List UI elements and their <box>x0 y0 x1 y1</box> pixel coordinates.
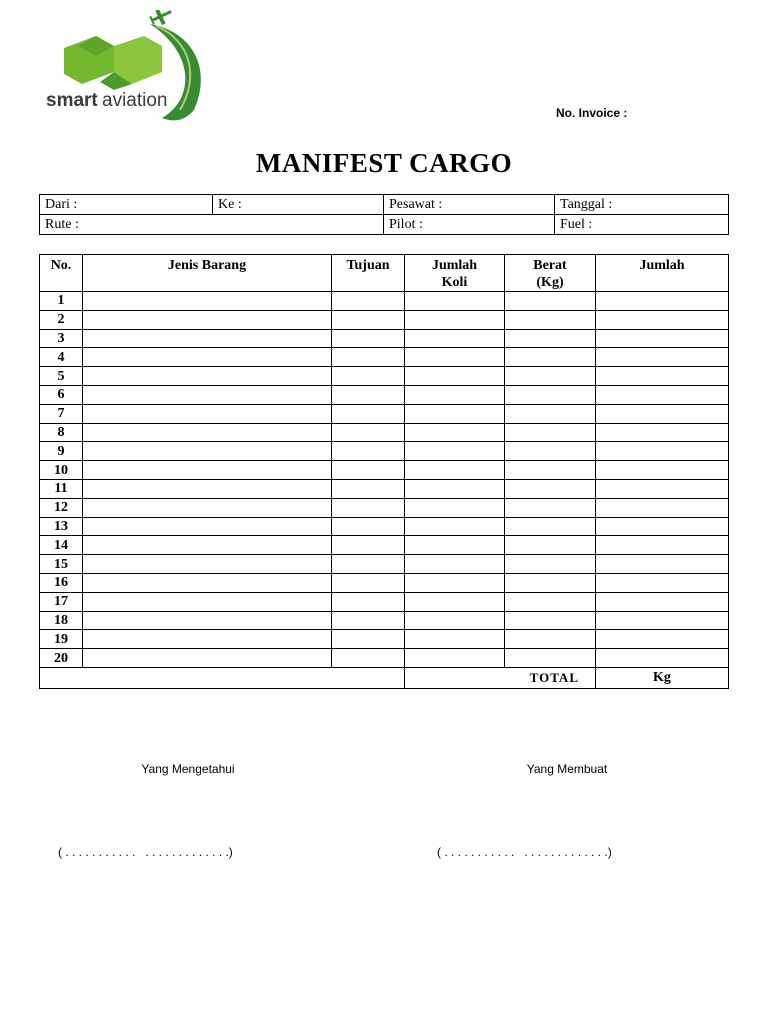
berat-cell[interactable] <box>505 348 596 367</box>
jumlah-cell[interactable] <box>596 404 729 423</box>
jenis-barang-cell[interactable] <box>83 292 332 311</box>
berat-cell[interactable] <box>505 423 596 442</box>
tujuan-cell[interactable] <box>332 611 405 630</box>
row-number: 2 <box>40 310 83 329</box>
jumlah-cell[interactable] <box>596 292 729 311</box>
row-number: 6 <box>40 385 83 404</box>
tujuan-cell[interactable] <box>332 573 405 592</box>
table-row <box>40 461 729 480</box>
header-jumlah-koli-line2: Koli <box>441 275 468 290</box>
row-number: 19 <box>40 630 83 649</box>
pesawat-field[interactable]: Pesawat : <box>384 195 555 215</box>
flight-info-row <box>40 195 729 215</box>
table-row <box>40 630 729 649</box>
jumlah-koli-cell[interactable] <box>405 367 505 386</box>
tujuan-cell[interactable] <box>332 442 405 461</box>
jenis-barang-cell[interactable] <box>83 517 332 536</box>
berat-cell[interactable] <box>505 479 596 498</box>
jumlah-cell[interactable] <box>596 367 729 386</box>
table-row <box>40 498 729 517</box>
jumlah-koli-cell[interactable] <box>405 329 505 348</box>
row-number: 7 <box>40 404 83 423</box>
table-row <box>40 479 729 498</box>
header-berat-line1: Berat <box>533 258 567 273</box>
rute-field[interactable]: Rute : <box>40 215 384 235</box>
logo-text-aviation: aviation <box>102 90 168 111</box>
berat-cell[interactable] <box>505 310 596 329</box>
tujuan-cell[interactable] <box>332 517 405 536</box>
jenis-barang-cell[interactable] <box>83 385 332 404</box>
tujuan-cell[interactable] <box>332 649 405 668</box>
berat-cell[interactable] <box>505 461 596 480</box>
total-weight-cell[interactable]: Kg <box>596 667 729 688</box>
tujuan-cell[interactable] <box>332 555 405 574</box>
berat-cell[interactable] <box>505 649 596 668</box>
berat-cell[interactable] <box>505 630 596 649</box>
tujuan-cell[interactable] <box>332 329 405 348</box>
row-number: 14 <box>40 536 83 555</box>
row-number: 16 <box>40 573 83 592</box>
jumlah-koli-cell[interactable] <box>405 442 505 461</box>
tujuan-cell[interactable] <box>332 348 405 367</box>
table-row <box>40 573 729 592</box>
signature-line-membuat[interactable]: ( . . . . . . . . . . . . . . . . . . . . . . . .) <box>437 845 612 859</box>
jenis-barang-cell[interactable] <box>83 461 332 480</box>
dari-field[interactable]: Dari : <box>40 195 213 215</box>
table-header-row <box>40 255 729 292</box>
jumlah-koli-cell[interactable] <box>405 611 505 630</box>
jumlah-cell[interactable] <box>596 461 729 480</box>
jenis-barang-cell[interactable] <box>83 630 332 649</box>
table-row <box>40 649 729 668</box>
jumlah-cell[interactable] <box>596 329 729 348</box>
total-row <box>40 667 729 688</box>
signature-label-membuat: Yang Membuat <box>526 762 608 776</box>
tujuan-cell[interactable] <box>332 292 405 311</box>
logo-text-smart: smart <box>46 90 98 111</box>
table-row <box>40 385 729 404</box>
berat-cell[interactable] <box>505 517 596 536</box>
table-row <box>40 329 729 348</box>
jumlah-koli-cell[interactable] <box>405 348 505 367</box>
berat-cell[interactable] <box>505 611 596 630</box>
jenis-barang-cell[interactable] <box>83 329 332 348</box>
row-number: 12 <box>40 498 83 517</box>
berat-cell[interactable] <box>505 592 596 611</box>
jenis-barang-cell[interactable] <box>83 592 332 611</box>
tujuan-cell[interactable] <box>332 461 405 480</box>
jenis-barang-cell[interactable] <box>83 404 332 423</box>
jenis-barang-cell[interactable] <box>83 536 332 555</box>
jumlah-cell[interactable] <box>596 611 729 630</box>
tujuan-cell[interactable] <box>332 385 405 404</box>
jenis-barang-cell[interactable] <box>83 348 332 367</box>
header-berat <box>505 255 596 292</box>
tujuan-cell[interactable] <box>332 479 405 498</box>
row-number: 8 <box>40 423 83 442</box>
jumlah-koli-cell[interactable] <box>405 385 505 404</box>
jenis-barang-cell[interactable] <box>83 611 332 630</box>
tujuan-cell[interactable] <box>332 592 405 611</box>
jumlah-koli-cell[interactable] <box>405 461 505 480</box>
row-number: 3 <box>40 329 83 348</box>
signature-line-mengetahui[interactable]: ( . . . . . . . . . . . . . . . . . . . . . . . .) <box>58 845 233 859</box>
jenis-barang-cell[interactable] <box>83 498 332 517</box>
berat-cell[interactable] <box>505 536 596 555</box>
pilot-field[interactable]: Pilot : <box>384 215 555 235</box>
jumlah-koli-cell[interactable] <box>405 630 505 649</box>
smartaviation-logo-graphic <box>44 10 216 122</box>
row-number: 5 <box>40 367 83 386</box>
jenis-barang-cell[interactable] <box>83 310 332 329</box>
table-row <box>40 536 729 555</box>
table-row <box>40 592 729 611</box>
row-number: 10 <box>40 461 83 480</box>
berat-cell[interactable] <box>505 404 596 423</box>
flight-info-row <box>40 215 729 235</box>
table-row <box>40 292 729 311</box>
tujuan-cell[interactable] <box>332 404 405 423</box>
berat-cell[interactable] <box>505 385 596 404</box>
table-row <box>40 442 729 461</box>
tujuan-cell[interactable] <box>332 630 405 649</box>
tanggal-field[interactable]: Tanggal : <box>555 195 729 215</box>
jenis-barang-cell[interactable] <box>83 367 332 386</box>
header-no: No. <box>40 255 83 292</box>
tujuan-cell[interactable] <box>332 423 405 442</box>
berat-cell[interactable] <box>505 498 596 517</box>
jumlah-cell[interactable] <box>596 630 729 649</box>
row-number: 9 <box>40 442 83 461</box>
ke-field[interactable]: Ke : <box>213 195 384 215</box>
header-jenis-barang: Jenis Barang <box>83 255 332 292</box>
jumlah-cell[interactable] <box>596 536 729 555</box>
jumlah-cell[interactable] <box>596 517 729 536</box>
jumlah-koli-cell[interactable] <box>405 517 505 536</box>
jumlah-cell[interactable] <box>596 310 729 329</box>
jumlah-koli-cell[interactable] <box>405 292 505 311</box>
berat-cell[interactable] <box>505 367 596 386</box>
header-jumlah-koli <box>405 255 505 292</box>
total-spacer-cell <box>40 667 405 688</box>
jenis-barang-cell[interactable] <box>83 649 332 668</box>
jumlah-cell[interactable] <box>596 555 729 574</box>
jumlah-koli-cell[interactable] <box>405 555 505 574</box>
jumlah-koli-cell[interactable] <box>405 310 505 329</box>
jenis-barang-cell[interactable] <box>83 423 332 442</box>
jumlah-cell[interactable] <box>596 649 729 668</box>
item-rows <box>40 292 729 668</box>
header-jumlah: Jumlah <box>596 255 729 292</box>
row-number: 13 <box>40 517 83 536</box>
jumlah-cell[interactable] <box>596 573 729 592</box>
table-row <box>40 367 729 386</box>
table-row <box>40 423 729 442</box>
total-label: TOTAL <box>405 667 596 688</box>
table-row <box>40 517 729 536</box>
jumlah-koli-cell[interactable] <box>405 592 505 611</box>
jenis-barang-cell[interactable] <box>83 573 332 592</box>
company-logo <box>44 10 216 122</box>
berat-cell[interactable] <box>505 573 596 592</box>
header-tujuan: Tujuan <box>332 255 405 292</box>
table-row <box>40 611 729 630</box>
jumlah-cell[interactable] <box>596 385 729 404</box>
jumlah-cell[interactable] <box>596 592 729 611</box>
invoice-number-label: No. Invoice : <box>556 106 628 120</box>
row-number: 4 <box>40 348 83 367</box>
berat-cell[interactable] <box>505 555 596 574</box>
jenis-barang-cell[interactable] <box>83 442 332 461</box>
tujuan-cell[interactable] <box>332 367 405 386</box>
row-number: 20 <box>40 649 83 668</box>
flight-info-table <box>39 194 729 235</box>
jumlah-koli-cell[interactable] <box>405 479 505 498</box>
tujuan-cell[interactable] <box>332 536 405 555</box>
jumlah-cell[interactable] <box>596 479 729 498</box>
jenis-barang-cell[interactable] <box>83 555 332 574</box>
jumlah-koli-cell[interactable] <box>405 498 505 517</box>
tujuan-cell[interactable] <box>332 310 405 329</box>
header-berat-line2: (Kg) <box>536 275 564 290</box>
fuel-field[interactable]: Fuel : <box>555 215 729 235</box>
jumlah-koli-cell[interactable] <box>405 404 505 423</box>
berat-cell[interactable] <box>505 442 596 461</box>
jumlah-koli-cell[interactable] <box>405 536 505 555</box>
row-number: 17 <box>40 592 83 611</box>
jumlah-cell[interactable] <box>596 498 729 517</box>
header-jumlah-koli-line1: Jumlah <box>431 258 478 273</box>
jumlah-cell[interactable] <box>596 348 729 367</box>
table-row <box>40 404 729 423</box>
jumlah-koli-cell[interactable] <box>405 423 505 442</box>
tujuan-cell[interactable] <box>332 498 405 517</box>
page-title: MANIFEST CARGO <box>255 148 513 178</box>
berat-cell[interactable] <box>505 329 596 348</box>
table-row <box>40 555 729 574</box>
berat-cell[interactable] <box>505 292 596 311</box>
signature-label-mengetahui: Yang Mengetahui <box>141 762 235 776</box>
table-row <box>40 348 729 367</box>
jumlah-cell[interactable] <box>596 423 729 442</box>
jenis-barang-cell[interactable] <box>83 479 332 498</box>
table-row <box>40 310 729 329</box>
row-number: 15 <box>40 555 83 574</box>
row-number: 18 <box>40 611 83 630</box>
jumlah-koli-cell[interactable] <box>405 573 505 592</box>
row-number: 1 <box>40 292 83 311</box>
cargo-items-table <box>39 254 729 689</box>
row-number: 11 <box>40 479 83 498</box>
airplane-icon <box>148 10 175 29</box>
jumlah-koli-cell[interactable] <box>405 649 505 668</box>
jumlah-cell[interactable] <box>596 442 729 461</box>
